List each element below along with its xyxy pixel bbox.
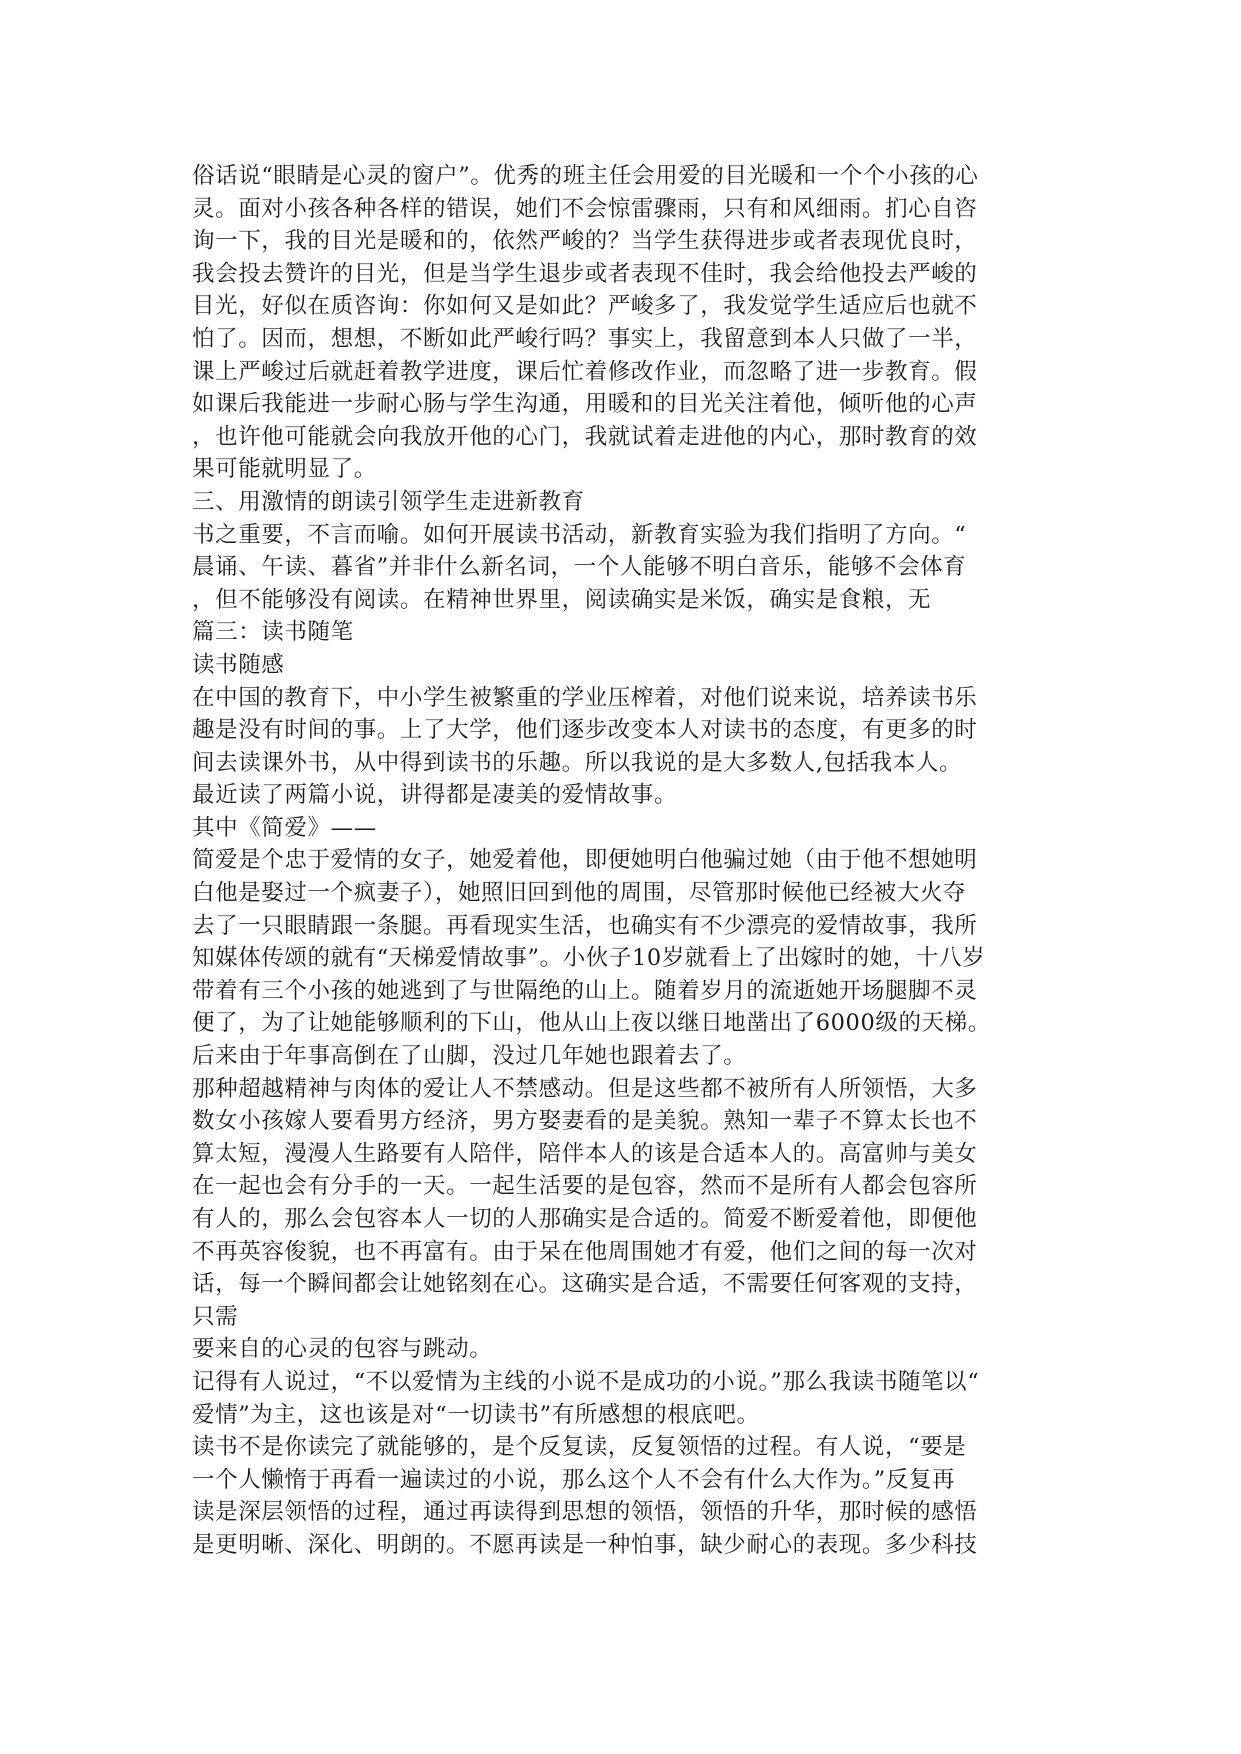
text-line: 课上严峻过后就赶着教学进度，课后忙着修改作业，而忽略了进一步教育。假 xyxy=(192,358,978,385)
text-line: 后来由于年事高倒在了山脚，没过几年她也跟着去了。 xyxy=(192,1043,747,1070)
text-line: 书之重要，不言而喻。如何开展读书活动，新教育实验为我们指明了方向。“ xyxy=(192,521,967,548)
text-line: 询一下，我的目光是暖和的，依然严峻的？当学生获得进步或者表现优良时， xyxy=(192,228,978,255)
text-line: 灵。面对小孩各种各样的错误，她们不会惊雷骤雨，只有和风细雨。扪心自咨 xyxy=(192,195,978,222)
text-line: 算太短，漫漫人生路要有人陪伴，陪伴本人的该是合适本人的。高富帅与美女 xyxy=(192,1140,978,1167)
text-line: 俗话说“眼睛是心灵的窗户”。优秀的班主任会用爱的目光暖和一个个小孩的心 xyxy=(192,163,979,189)
text-line: 怕了。因而，想想，不断如此严峻行吗？事实上，我留意到本人只做了一半， xyxy=(192,325,978,352)
text-line: 那种超越精神与肉体的爱让人不禁感动。但是这些都不被所有人所领悟，大多 xyxy=(192,1075,978,1102)
text-line: 知媒体传颂的就有“天梯爱情故事”。小伙子10岁就看上了出嫁时的她，十八岁 xyxy=(192,945,986,972)
text-line: 晨诵、午读、暮省”并非什么新名词，一个人能够不明白音乐，能够不会体育 xyxy=(192,554,967,581)
text-line: ，也许他可能就会向我放开他的心门，我就试着走进他的内心，那时教育的效 xyxy=(192,423,978,450)
text-line: 在中国的教育下，中小学生被繁重的学业压榨着，对他们说来说，培养读书乐 xyxy=(192,684,978,711)
text-line: 其中《简爱》—— xyxy=(192,814,377,841)
text-line: 记得有人说过，“不以爱情为主线的小说不是成功的小说。”那么我读书随笔以“ xyxy=(192,1368,980,1395)
text-line: 爱情”为主，这也该是对“一切读书”有所感想的根底吧。 xyxy=(192,1401,760,1428)
body-text xyxy=(192,160,1052,1562)
text-line: 要来自的心灵的包容与跳动。 xyxy=(192,1336,493,1363)
text-line: 间去读课外书，从中得到读书的乐趣。所以我说的是大多数人,包括我本人。 xyxy=(192,749,963,776)
text-line: 我会投去赞许的目光，但是当学生退步或者表现不佳时，我会给他投去严峻的 xyxy=(192,260,978,287)
text-line: 目光，好似在质咨询：你如何又是如此？严峻多了，我发觉学生适应后也就不 xyxy=(192,293,978,320)
text-line: 只需 xyxy=(192,1303,239,1330)
section-heading: 篇三：读书随笔 xyxy=(192,619,354,646)
text-line: ，但不能够没有阅读。在精神世界里，阅读确实是米饭，确实是食粮，无 xyxy=(192,586,932,613)
text-line: 简爱是个忠于爱情的女子，她爱着他，即便她明白他骗过她（由于他不想她明 xyxy=(192,847,978,874)
text-line: 在一起也会有分手的一天。一起生活要的是包容，然而不是所有人都会包容所 xyxy=(192,1173,978,1200)
text-line: 一个人懒惰于再看一遍读过的小说，那么这个人不会有什么大作为。”反复再 xyxy=(192,1466,956,1493)
text-line: 最近读了两篇小说，讲得都是凄美的爱情故事。 xyxy=(192,782,678,809)
text-line: 白他是娶过一个疯妻子），她照旧回到他的周围，尽管那时候他已经被大火夺 xyxy=(192,880,967,907)
text-line: 带着有三个小孩的她逃到了与世隔绝的山上。随着岁月的流逝她开场腿脚不灵 xyxy=(192,977,978,1004)
text-line: 数女小孩嫁人要看男方经济，男方娶妻看的是美貌。熟知一辈子不算太长也不 xyxy=(192,1108,978,1135)
text-line: 话，每一个瞬间都会让她铭刻在心。这确实是合适，不需要任何客观的支持， xyxy=(192,1271,978,1298)
text-line: 去了一只眼睛跟一条腿。再看现实生活，也确实有不少漂亮的爱情故事，我所 xyxy=(192,912,978,939)
text-line: 读书不是你读完了就能够的，是个反复读，反复领悟的过程。有人说，“要是 xyxy=(192,1434,967,1461)
text-line: 读是深层领悟的过程，通过再读得到思想的领悟，领悟的升华，那时候的感悟 xyxy=(192,1499,978,1526)
text-line: 便了，为了让她能够顺利的下山，他从山上夜以继日地凿出了6000级的天梯。 xyxy=(192,1010,991,1037)
article-title: 读书随感 xyxy=(192,651,285,678)
section-heading: 三、用激情的朗读引领学生走进新教育 xyxy=(192,488,585,515)
text-line: 如课后我能进一步耐心肠与学生沟通，用暖和的目光关注着他，倾听他的心声 xyxy=(192,391,978,418)
text-line: 有人的，那么会包容本人一切的人那确实是合适的。简爱不断爱着他，即便他 xyxy=(192,1206,978,1232)
text-line: 是更明晰、深化、明朗的。不愿再读是一种怕事，缺少耐心的表现。多少科技 xyxy=(192,1531,978,1558)
text-line: 果可能就明显了。 xyxy=(192,456,377,483)
text-line: 不再英容俊貌，也不再富有。由于呆在他周围她才有爱，他们之间的每一次对 xyxy=(192,1238,978,1265)
text-line: 趣是没有时间的事。上了大学，他们逐步改变本人对读书的态度，有更多的时 xyxy=(192,717,978,744)
